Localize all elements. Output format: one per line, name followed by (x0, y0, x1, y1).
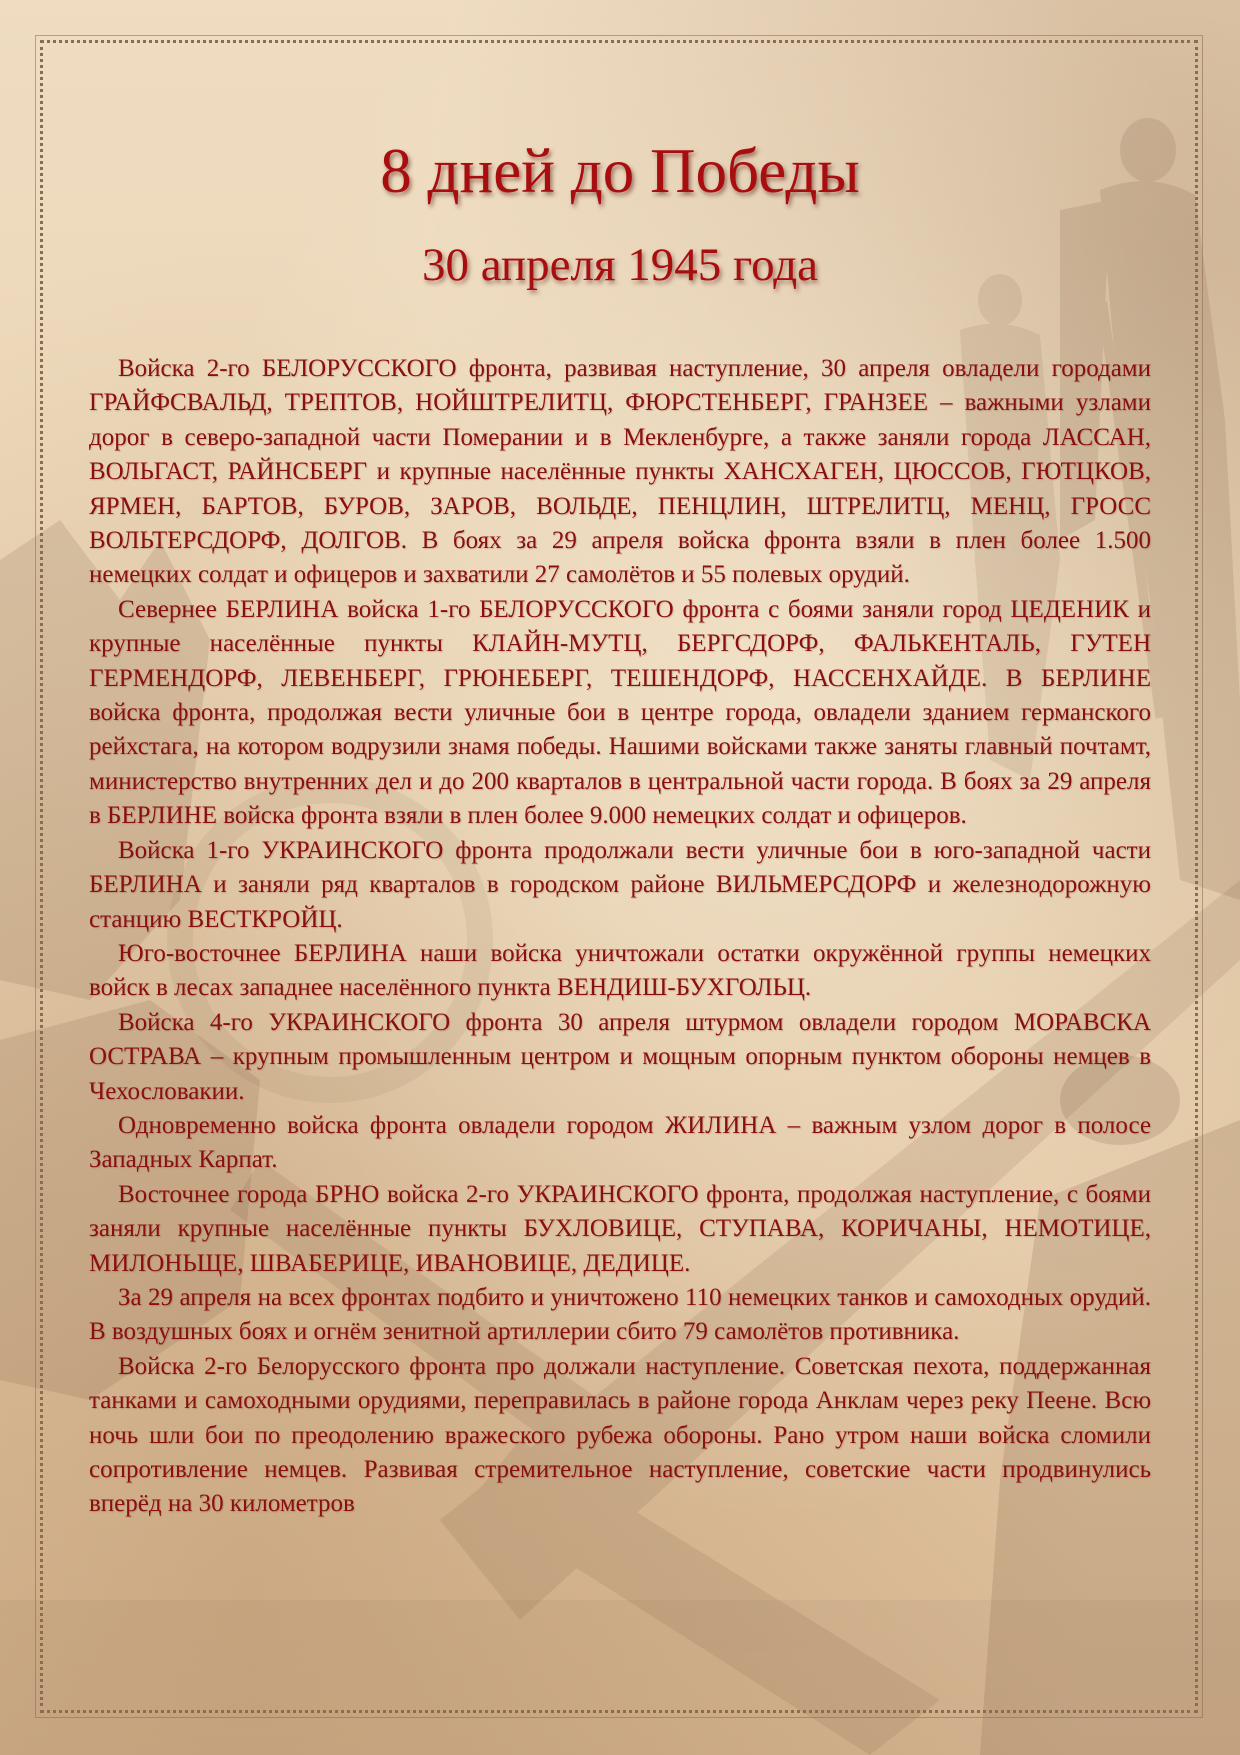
paragraph-5: Войска 4-го УКРАИНСКОГО фронта 30 апреля штурмом овладели городом МОРАВСКА ОСТРАВА – крупным промышленным центром и мощным опорным пунктом обороны немцев в Чехословакии. (89, 1008, 1151, 1105)
page-subtitle: 30 апреля 1945 года (421, 239, 819, 291)
paragraph-4: Юго-восточнее БЕРЛИНА наши войска уничтожали остатки окружённой группы немецких войск в лесах западнее населённого пункта ВЕНДИШ-БУХГОЛЬЦ. (89, 939, 1151, 1002)
paragraph-3: Войска 1-го УКРАИНСКОГО фронта продолжали вести уличные бои в юго-западной части БЕРЛИНА и заняли ряд кварталов в городском районе ВИЛЬМЕРСДОРФ и железнодорожную станцию ВЕСТКРОЙЦ. (89, 836, 1151, 933)
page-title: 8 дней до Победы (380, 136, 860, 206)
paragraph-9: Войска 2-го Белорусского фронта про должали наступление. Советская пехота, поддержанная танками и самоходными орудиями, переправилась в районе города Анклам через реку Пеене. Всю ночь шли бои по преодолению вражеского рубежа обороны. Рано утром наши войска сломили сопротивление немцев. Развивая стремительное наступление, советские части продвинулись вперёд на 30 километров (89, 1352, 1151, 1518)
article-body (89, 352, 1151, 1522)
paragraph-6: Одновременно войска фронта овладели городом ЖИЛИНА – важным узлом дорог в полосе Западных Карпат. (89, 1111, 1151, 1174)
paragraph-1: Войска 2-го БЕЛОРУССКОГО фронта, развивая наступление, 30 апреля овладели городами ГРАЙФСВАЛЬД, ТРЕПТОВ, НОЙШТРЕЛИТЦ, ФЮРСТЕНБЕРГ, ГРАНЗЕЕ – важными узлами дорог в северо-западной части Померании и в Мекленбурге, а также заняли города ЛАССАН, ВОЛЬГАСТ, РАЙНСБЕРГ и крупные населённые пункты ХАНСХАГЕН, ЦЮССОВ, ГЮТЦКОВ, ЯРМЕН, БАРТОВ, БУРОВ, ЗАРОВ, ВОЛЬДЕ, ПЕНЦЛИН, ШТРЕЛИТЦ, МЕНЦ, ГРОСС ВОЛЬТЕРСДОРФ, ДОЛГОВ. В боях за 29 апреля войска фронта взяли в плен более 1.500 немецких солдат и офицеров и захватили 27 самолётов и 55 полевых орудий. (89, 355, 1151, 589)
paragraph-7: Восточнее города БРНО войска 2-го УКРАИНСКОГО фронта, продолжая наступление, с боями заняли крупные населённые пункты БУХЛОВИЦЕ, СТУПАВА, КОРИЧАНЫ, НЕМОТИЦЕ, МИЛОНЬЩЕ, ШВАБЕРИЦЕ, ИВАНОВИЦЕ, ДЕДИЦЕ. (89, 1180, 1151, 1277)
paragraph-8: За 29 апреля на всех фронтах подбито и уничтожено 110 немецких танков и самоходных орудий. В воздушных боях и огнём зенитной артиллерии сбито 79 самолётов противника. (89, 1283, 1151, 1346)
paragraph-2: Севернее БЕРЛИНА войска 1-го БЕЛОРУССКОГО фронта с боями заняли город ЦЕДЕНИК и крупные населённые пункты КЛАЙН-МУТЦ, БЕРГСДОРФ, ФАЛЬКЕНТАЛЬ, ГУТЕН ГЕРМЕНДОРФ, ЛЕВЕНБЕРГ, ГРЮНЕБЕРГ, ТЕШЕНДОРФ, НАССЕНХАЙДЕ. В БЕРЛИНЕ войска фронта, продолжая вести уличные бои в центре города, овладели зданием германского рейхстага, на котором водрузили знамя победы. Нашими войсками также заняты главный почтамт, министерство внутренних дел и до 200 кварталов в центральной части города. В боях за 29 апреля в БЕРЛИНЕ войска фронта взяли в плен более 9.000 немецких солдат и офицеров. (89, 595, 1151, 830)
